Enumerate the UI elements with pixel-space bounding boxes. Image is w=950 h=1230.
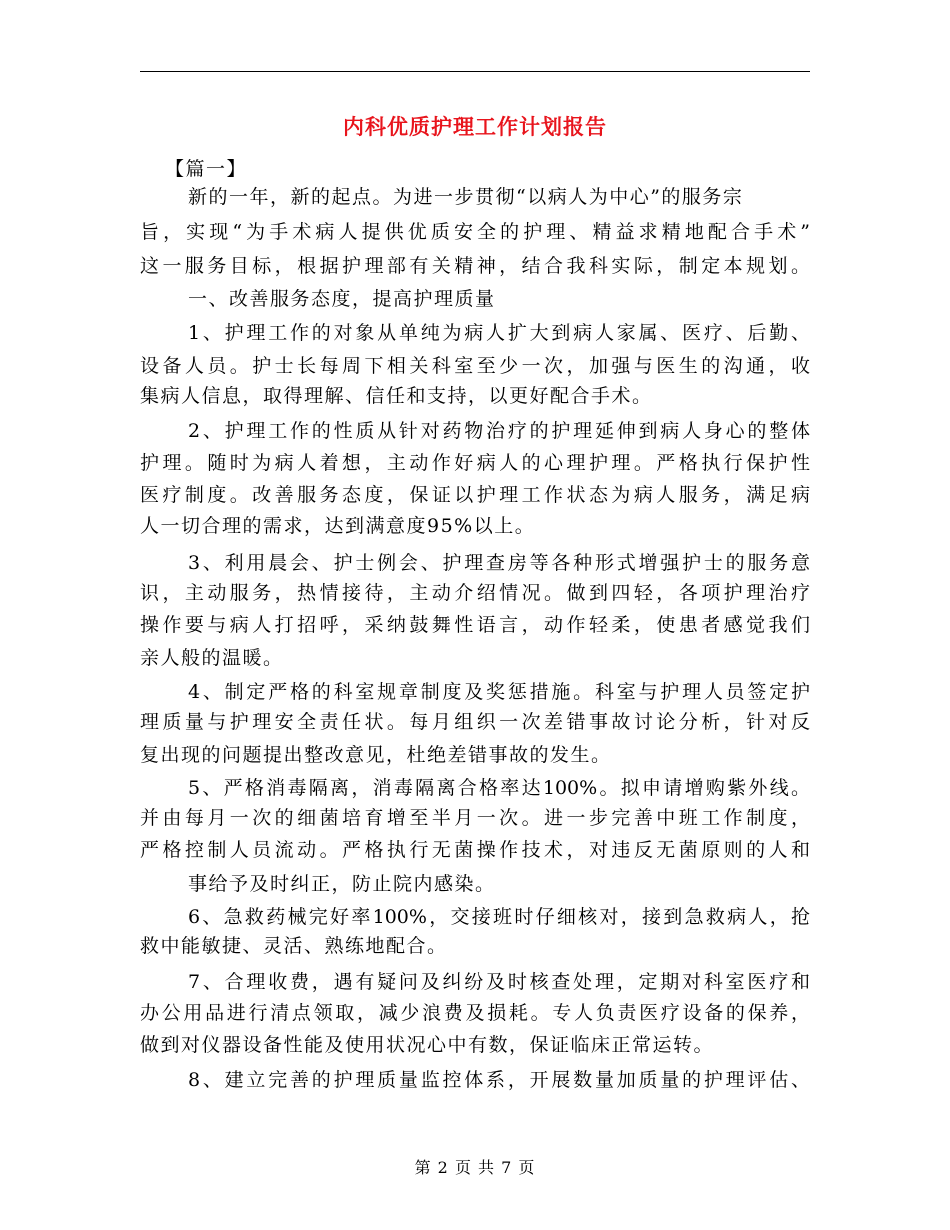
paragraph-line: 8、建立完善的护理质量监控体系，开展数量加质量的护理评估、 bbox=[188, 1069, 810, 1091]
paragraph-line: 护理。随时为病人着想，主动作好病人的心理护理。严格执行保护性 bbox=[140, 452, 810, 474]
paragraph-line: 这一服务目标，根据护理部有关精神，结合我科实际，制定本规划。 bbox=[140, 255, 810, 277]
paragraph-line: 旨，实现“为手术病人提供优质安全的护理、精益求精地配合手术” bbox=[140, 221, 810, 243]
paragraph-line: 操作要与病人打招呼，采纳鼓舞性语言，动作轻柔，使患者感觉我们 bbox=[140, 614, 810, 636]
paragraph-line: 集病人信息，取得理解、信任和支持，以更好配合手术。 bbox=[140, 385, 653, 407]
document-title: 内科优质护理工作计划报告 bbox=[343, 114, 607, 139]
section-label: 【篇一】 bbox=[165, 158, 248, 180]
paragraph-line: 办公用品进行清点领取，减少浪费及损耗。专人负责医疗设备的保养， bbox=[140, 1002, 810, 1024]
paragraph-line: 5、严格消毒隔离，消毒隔离合格率达100%。拟申请增购紫外线。 bbox=[188, 777, 810, 799]
paragraph-line: 严格控制人员流动。严格执行无菌操作技术，对违反无菌原则的人和 bbox=[140, 839, 810, 861]
paragraph-line: 做到对仪器设备性能及使用状况心中有数，保证临床正常运转。 bbox=[140, 1034, 715, 1056]
header-rule bbox=[140, 71, 810, 72]
paragraph-line: 3、利用晨会、护士例会、护理查房等各种形式增强护士的服务意 bbox=[188, 552, 810, 574]
paragraph-line: 复出现的问题提出整改意见，杜绝差错事故的发生。 bbox=[140, 744, 612, 766]
paragraph-line: 识，主动服务，热情接待，主动介绍情况。做到四轻，各项护理治疗 bbox=[140, 582, 810, 604]
paragraph-line: 6、急救药械完好率100%，交接班时仔细核对，接到急救病人，抢 bbox=[188, 906, 810, 928]
paragraph-line: 1、护理工作的对象从单纯为病人扩大到病人家属、医疗、后勤、 bbox=[188, 322, 810, 344]
paragraph-line: 并由每月一次的细菌培育增至半月一次。进一步完善中班工作制度， bbox=[140, 807, 810, 829]
paragraph-line: 事给予及时纠正，防止院内感染。 bbox=[188, 873, 496, 895]
section-heading: 一、改善服务态度，提高护理质量 bbox=[188, 288, 496, 310]
paragraph-line: 新的一年，新的起点。为进一步贯彻“以病人为中心”的服务宗 bbox=[188, 186, 744, 208]
paragraph-line: 医疗制度。改善服务态度，保证以护理工作状态为病人服务，满足病 bbox=[140, 484, 810, 506]
paragraph-line: 人一切合理的需求，达到满意度95%以上。 bbox=[140, 515, 536, 537]
paragraph-line: 救中能敏捷、灵活、熟练地配合。 bbox=[140, 935, 448, 957]
paragraph-line: 2、护理工作的性质从针对药物治疗的护理延伸到病人身心的整体 bbox=[188, 420, 810, 442]
paragraph-line: 4、制定严格的科室规章制度及奖惩措施。科室与护理人员签定护 bbox=[188, 681, 810, 703]
paragraph-line: 理质量与护理安全责任状。每月组织一次差错事故讨论分析，针对反 bbox=[140, 711, 810, 733]
paragraph-line: 7、合理收费，遇有疑问及纠纷及时核查处理，定期对科室医疗和 bbox=[188, 971, 810, 993]
page-footer: 第 2 页 共 7 页 bbox=[414, 1158, 536, 1177]
paragraph-line: 设备人员。护士长每周下相关科室至少一次，加强与医生的沟通，收 bbox=[140, 355, 810, 377]
paragraph-line: 亲人般的温暖。 bbox=[140, 647, 284, 669]
